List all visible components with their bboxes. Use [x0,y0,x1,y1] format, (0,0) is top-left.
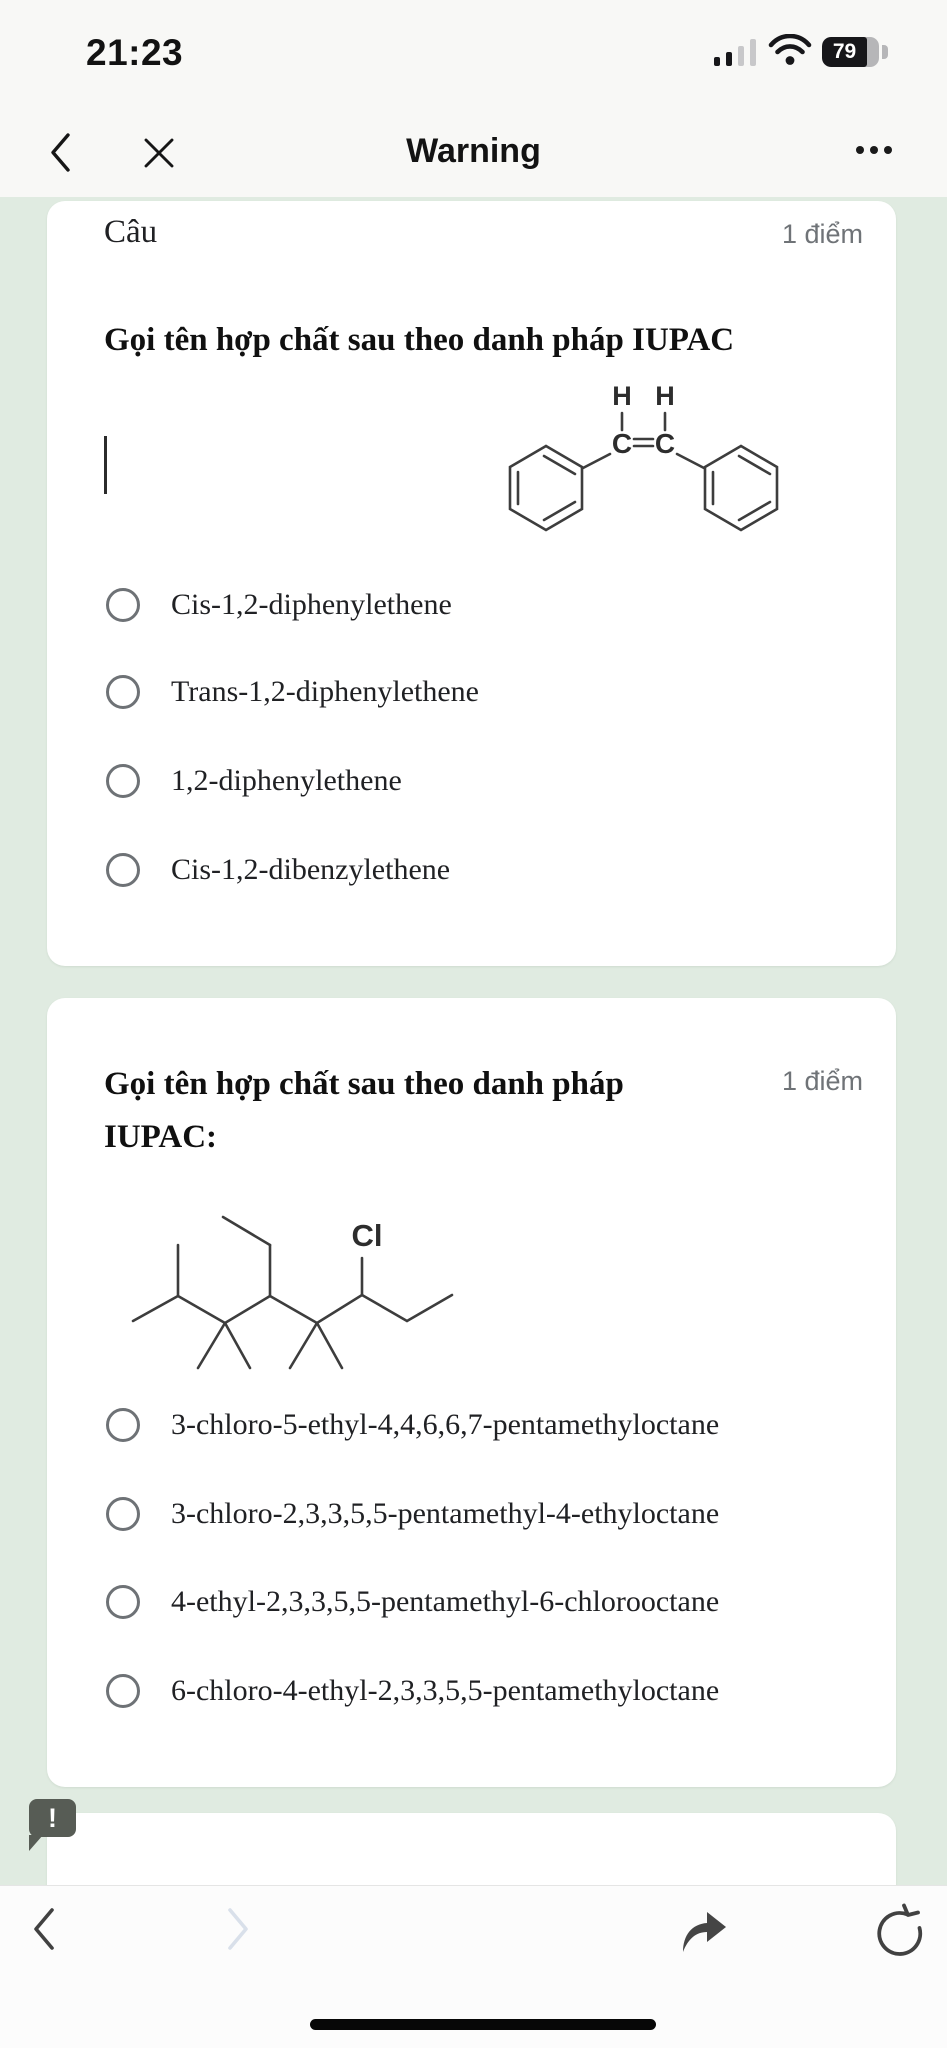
question1-label: Câu [104,214,158,250]
question1-title: Gọi tên hợp chất sau theo danh pháp IUPAC [104,322,735,358]
question1-card [47,201,896,966]
battery-percent: 79 [832,40,857,63]
radio-button[interactable] [106,588,140,622]
battery-nub [882,45,888,59]
molecule-structure-q2 [113,1198,481,1403]
question2-option-1[interactable] [106,1403,719,1447]
radio-button[interactable] [106,764,140,798]
wifi-icon [768,34,812,66]
atom-label-cl: Cl [351,1218,383,1253]
cellular-signal-icon [714,38,756,66]
radio-button[interactable] [106,1497,140,1531]
question1-option-4[interactable] [106,848,450,892]
browser-forward-icon[interactable] [222,1905,254,1953]
next-question-card [47,1813,896,1888]
radio-button[interactable] [106,853,140,887]
share-icon[interactable] [676,1906,730,1956]
question2-option-2[interactable] [106,1492,719,1536]
option-label: 3-chloro-2,3,3,5,5-pentamethyl-4-ethyloctane [171,1497,720,1530]
question2-card [47,998,896,1787]
top-bar [0,0,947,197]
status-time: 21:23 [86,32,184,73]
radio-button[interactable] [106,1408,140,1442]
alert-bubble-tail [29,1835,43,1851]
radio-button[interactable] [106,1585,140,1619]
question1-option-1[interactable] [106,583,452,627]
question2-title-line2: IUPAC: [104,1119,218,1155]
question2-option-4[interactable] [106,1669,719,1713]
question1-option-3[interactable] [106,759,402,803]
alert-bubble-badge[interactable] [29,1799,76,1837]
home-indicator[interactable] [310,2019,656,2030]
radio-button[interactable] [106,675,140,709]
text-cursor[interactable] [104,436,107,494]
browser-back-icon[interactable] [28,1905,60,1953]
question2-title [104,1058,784,1164]
exclamation-icon: ! [48,1802,57,1833]
radio-button[interactable] [106,1674,140,1708]
more-menu-icon[interactable] [856,146,892,154]
option-label: Cis-1,2-diphenylethene [171,588,452,621]
atom-label-h-left: H [612,381,632,411]
option-label: 1,2-diphenylethene [171,764,402,797]
option-label: Trans-1,2-diphenylethene [171,675,479,708]
option-label: Cis-1,2-dibenzylethene [171,853,451,886]
battery-icon [822,37,879,67]
question2-points: 1 điểm [781,1066,863,1096]
question2-title-line1: Gọi tên hợp chất sau theo danh pháp [104,1066,624,1102]
option-label: 4-ethyl-2,3,3,5,5-pentamethyl-6-chlorooctane [171,1585,720,1618]
question1-points: 1 điểm [781,219,863,249]
molecule-structure-q1 [480,373,820,543]
atom-label-c-left: C [611,428,633,459]
option-label: 3-chloro-5-ethyl-4,4,6,6,7-pentamethyloctane [171,1408,720,1441]
reload-icon[interactable] [872,1903,928,1959]
atom-label-h-right: H [655,381,675,411]
option-label: 6-chloro-4-ethyl-2,3,3,5,5-pentamethyloctane [171,1674,720,1707]
question1-option-2[interactable] [106,670,479,714]
question2-option-3[interactable] [106,1580,719,1624]
page-title: Warning [406,132,541,170]
atom-label-c-right: C [654,428,676,459]
